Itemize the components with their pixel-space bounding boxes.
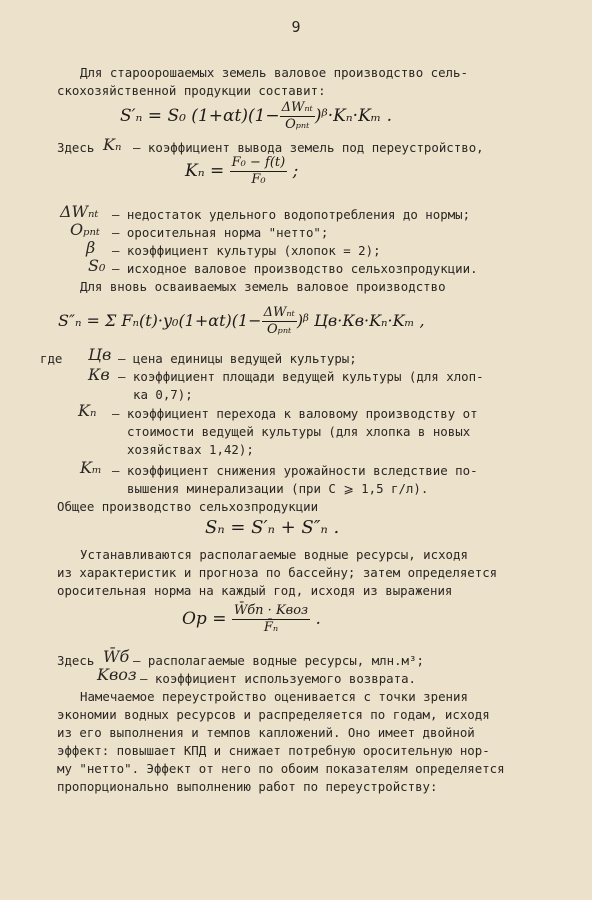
formula-2-numerator: F₀ − f(t)	[231, 155, 286, 170]
def-symbol-beta: β	[86, 238, 96, 257]
formula-total: Sₙ = S′ₙ + S″ₙ .	[205, 517, 340, 538]
formula-irrigation-norm	[182, 603, 321, 636]
def-text-wb: – располагаемые водные ресурсы, млн.м³;	[133, 653, 424, 668]
formula-kn	[185, 155, 298, 188]
formula-5-denominator: F̄ₙ	[263, 620, 279, 635]
kn-symbol: Kₙ	[103, 135, 122, 154]
formula-1-lhs: S′ₙ = S₀ (1+αt)(1−	[120, 106, 280, 126]
final-line-5: му "нетто". Эффект от него по обоим показателям определяется	[57, 761, 505, 776]
def-symbol-kvoz: Kвоз	[97, 665, 137, 684]
formula-2-rhs: ;	[292, 161, 299, 181]
formula-3-rhs: )ᵝ Цв·Кв·Kₙ·Kₘ ,	[296, 311, 425, 330]
formula-1-fraction	[280, 100, 315, 133]
formula-1-denominator: Oₚₙₜ	[285, 117, 310, 132]
final-line-1: Намечаемое переустройство оценивается с точки зрения	[80, 689, 468, 704]
def-text-kv-1: – коэффициент площади ведущей культуры (для хлоп-	[118, 369, 484, 384]
formula-2-lhs: Kₙ =	[185, 161, 225, 181]
def-text-kn-2: стоимости ведущей культуры (для хлопка в новых	[127, 424, 471, 439]
defs3-prefix: Здесь	[57, 653, 95, 668]
def-symbol-tsv: Цв	[88, 345, 112, 364]
final-line-4: эффект: повышает КПД и снижает потребную оросительную нор-	[57, 743, 490, 758]
formula-3-numerator: ΔWₙₜ	[263, 305, 295, 320]
def-symbol-kv: Кв	[88, 365, 110, 384]
def-text-beta: – коэффициент культуры (хлопок = 2);	[112, 243, 381, 258]
formula-2-fraction	[230, 155, 288, 188]
formula-2-denominator: F₀	[251, 172, 266, 187]
def-symbol-wb: W̄б	[103, 647, 130, 666]
def-symbol-km: Kₘ	[80, 458, 102, 477]
formula-5-lhs: Oр =	[182, 609, 227, 629]
formula-3-lhs: S″ₙ = Σ Fₙ(t)·y₀(1+αt)(1−	[58, 311, 262, 330]
formula-gross-old-lands	[120, 100, 392, 133]
total-production-line: Общее производство сельхозпродукции	[57, 499, 319, 514]
def-text-s0: – исходное валовое производство сельхозпродукции.	[112, 261, 478, 276]
def-symbol-opnt: Oₚₙₜ	[70, 220, 100, 239]
page-number: 9	[291, 18, 301, 36]
defs2-prefix: где	[40, 351, 63, 366]
def-text-kn-3: хозяйствах 1,42);	[127, 442, 254, 457]
kn-definition-text: – коэффициент вывода земель под переустройство,	[133, 140, 484, 155]
final-line-6: пропорционально выполнению работ по переустройству:	[57, 779, 438, 794]
formula-3-fraction	[262, 305, 297, 338]
formula-3-denominator: Oₚₙₜ	[267, 322, 292, 337]
resources-line-3: оросительная норма на каждый год, исходя из выражения	[57, 583, 453, 598]
resources-line-1: Устанавливаются располагаемые водные ресурсы, исходя	[80, 547, 468, 562]
def-symbol-kn-2: Kₙ	[78, 401, 97, 420]
def-text-km-2: вышения минерализации (при C ⩾ 1,5 г/л).	[127, 481, 429, 496]
formula-5-fraction	[232, 603, 310, 636]
kn-definition-prefix: Здесь	[57, 140, 95, 155]
def-text-delta-w: – недостаток удельного водопотребления до нормы;	[112, 207, 471, 222]
def-symbol-s0: S₀	[88, 256, 106, 275]
final-line-3: из его выполнения и темпов капложений. Оно имеет двойной	[57, 725, 475, 740]
final-line-2: экономии водных ресурсов и распределяется по годам, исходя	[57, 707, 490, 722]
formula-1-numerator: ΔWₙₜ	[281, 100, 313, 115]
def-text-kvoz: – коэффициент используемого возврата.	[140, 671, 417, 686]
def-text-km-1: – коэффициент снижения урожайности вследствие по-	[112, 463, 478, 478]
new-lands-line: Для вновь осваиваемых земель валовое производство	[80, 279, 446, 294]
def-text-kv-2: ка 0,7);	[133, 387, 193, 402]
intro-line-2: скохозяйственной продукции составит:	[57, 83, 326, 98]
formula-5-numerator: W̄бп · Kвоз	[233, 603, 309, 618]
formula-1-rhs: )ᵝ·Kₙ·Kₘ .	[314, 106, 393, 126]
def-text-opnt: – оросительная норма "нетто";	[112, 225, 329, 240]
resources-line-2: из характеристик и прогноза по бассейну; затем определяется	[57, 565, 498, 580]
formula-gross-new-lands	[58, 305, 425, 338]
def-text-tsv: – цена единицы ведущей культуры;	[118, 351, 357, 366]
def-text-kn-1: – коэффициент перехода к валовому производству от	[112, 406, 478, 421]
intro-line-1: Для староорошаемых земель валовое производство сель-	[80, 65, 468, 80]
def-symbol-delta-w: ΔWₙₜ	[60, 202, 99, 221]
formula-5-rhs: .	[315, 609, 321, 629]
